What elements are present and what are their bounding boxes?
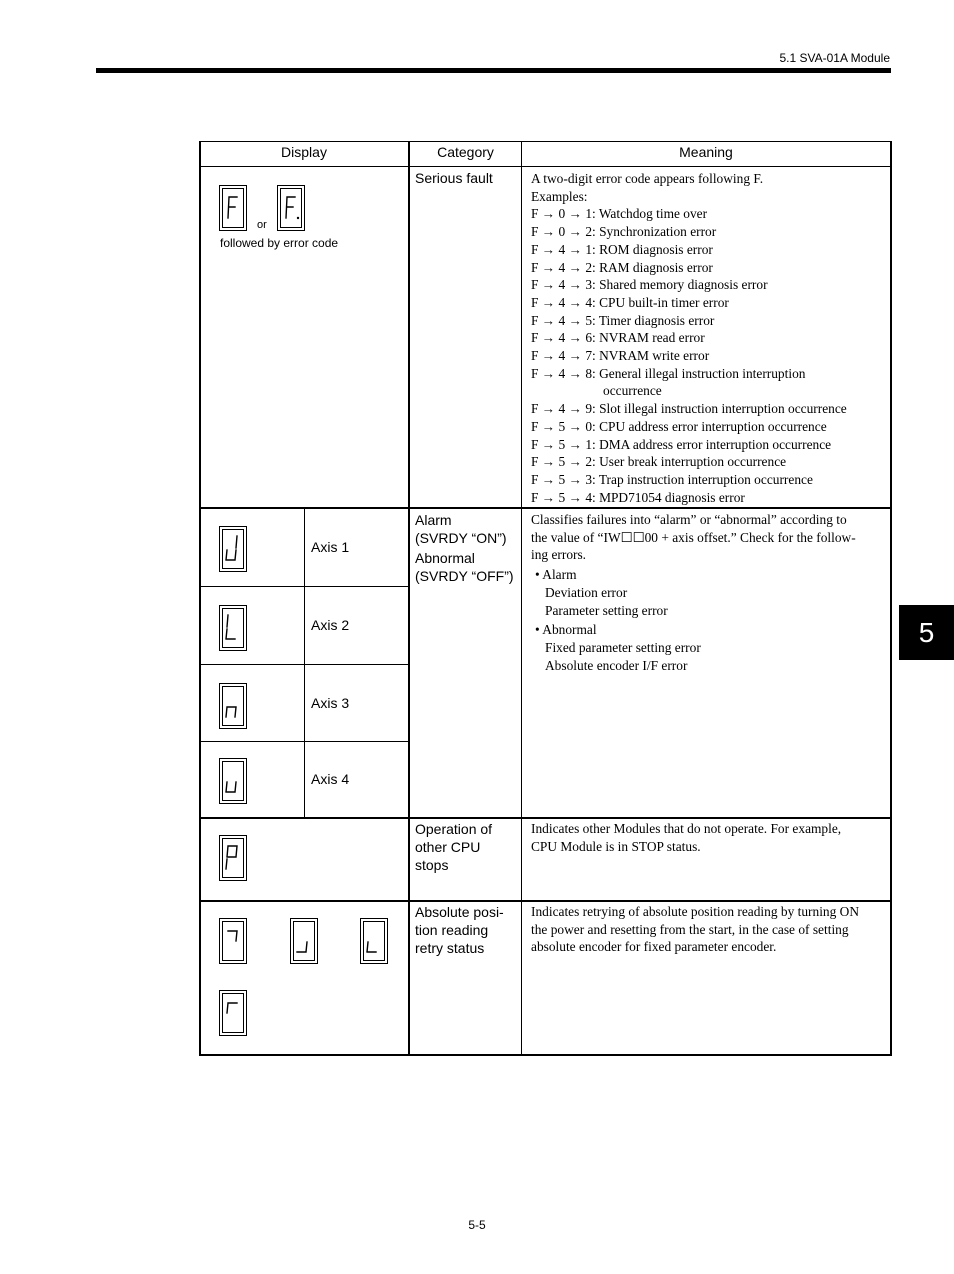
- display-axis-2: [219, 605, 247, 651]
- meaning-alarm: Classifies failures into “alarm” or “abnormal” according to the value of “IW☐☐00 + axis offset.” Check for the follow- ing errors. • Alarm Deviation error Parameter setting error • Abnormal Fixed parameter setting error Absolute encoder I/F error: [531, 512, 856, 673]
- display-or-label: or: [257, 219, 267, 231]
- column-header-category: Category: [437, 144, 494, 160]
- meaning-other-cpu: Indicates other Modules that do not operate. For example, CPU Module is in STOP status.: [531, 821, 842, 854]
- display-caption: followed by error code: [220, 236, 339, 250]
- category-other-cpu: Operation of other CPU stops: [415, 821, 493, 873]
- display-axis-1: [219, 526, 247, 572]
- meaning-absolute-retry: Indicates retrying of absolute position reading by turning ON the power and resetting from the start, in the case of setting absolute encoder for fixed parameter encoder.: [531, 904, 859, 955]
- display-retry-1: [219, 918, 247, 964]
- axis-4-label: Axis 4: [311, 771, 350, 787]
- display-axis-3: [219, 683, 247, 729]
- header-rule: [96, 68, 891, 73]
- display-retry-2: [290, 918, 318, 964]
- axis-2-label: Axis 2: [311, 617, 350, 633]
- chapter-tab: 5: [899, 605, 954, 660]
- category-absolute-retry: Absolute posi- tion reading retry status: [415, 904, 504, 956]
- running-header: 5.1 SVA-01A Module: [779, 51, 890, 65]
- category-serious-fault: Serious fault: [415, 170, 493, 186]
- page-number: 5-5: [468, 1218, 486, 1232]
- meaning-serious-fault: A two-digit error code appears following F. Examples: F → 0 → 1: Watchdog time over F → 0 → 2: Synchronization error F → 4 → 1: ROM diagnosis error F → 4 → 2: RAM diagnosis error F → 4 → 3: Shared memory diagnosis error F → 4 → 4: CPU built-in timer error F → 4 → 5: Timer diagnosis error F → 4 → 6: NVRAM read error F → 4 → 7: NVRAM write error F → 4 → 8: General illegal instruction interruption occurrence F → 4 → 9: Slot illegal instruction interruption occurrence F → 5 → 0: CPU address error interruption occurrence F → 5 → 1: DMA address error interruption occurrence F → 5 → 2: User break interruption occurrence F → 5 → 3: Trap instruction interruption occurrence F → 5 → 4: MPD71054 diagnosis error: [531, 171, 847, 505]
- display-retry-4: [219, 990, 247, 1036]
- axis-3-label: Axis 3: [311, 695, 350, 711]
- display-f: [219, 185, 247, 231]
- column-header-display: Display: [281, 144, 327, 160]
- display-axis-4: [219, 758, 247, 804]
- display-retry-3: [360, 918, 388, 964]
- column-header-meaning: Meaning: [679, 144, 733, 160]
- display-f-dot: [277, 185, 305, 231]
- axis-1-label: Axis 1: [311, 539, 350, 555]
- category-alarm: Alarm (SVRDY “ON”) Abnormal (SVRDY “OFF”): [415, 512, 514, 584]
- display-p: [219, 835, 247, 881]
